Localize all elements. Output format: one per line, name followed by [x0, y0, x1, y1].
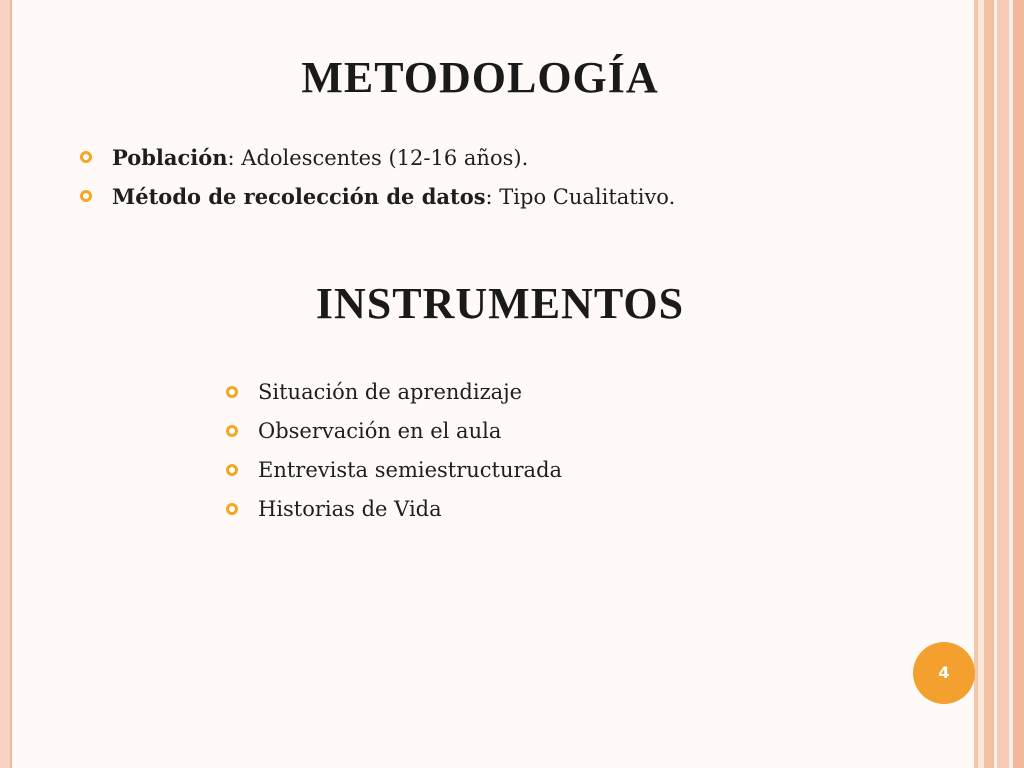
list-item [226, 490, 562, 529]
ring-bullet-icon [226, 503, 238, 515]
list-item [226, 373, 562, 412]
list-item [80, 177, 675, 216]
page-number-badge: 4 [913, 642, 975, 704]
left-border-stripe [0, 0, 12, 768]
list-item [80, 138, 675, 177]
ring-bullet-icon [80, 151, 92, 163]
instruments-list [226, 373, 562, 529]
bullet-label: Método de recolección de datos [112, 184, 486, 209]
list-item [226, 451, 562, 490]
instrument-text: Entrevista semiestructurada [258, 458, 563, 482]
instrument-text: Situación de aprendizaje [258, 380, 523, 404]
methodology-list [80, 138, 675, 216]
ring-bullet-icon [80, 190, 92, 202]
bullet-text: : Tipo Cualitativo. [485, 185, 676, 209]
section-title: INSTRUMENTOS [315, 279, 685, 328]
ring-bullet-icon [226, 386, 238, 398]
ring-bullet-icon [226, 425, 238, 437]
page-title: METODOLOGÍA [301, 53, 659, 102]
bullet-text: : Adolescentes (12-16 años). [227, 146, 529, 170]
instrument-text: Observación en el aula [258, 419, 502, 443]
bullet-label: Población [112, 145, 228, 170]
right-border-stripes [974, 0, 1024, 768]
list-item [226, 412, 562, 451]
instrument-text: Historias de Vida [258, 497, 442, 521]
ring-bullet-icon [226, 464, 238, 476]
